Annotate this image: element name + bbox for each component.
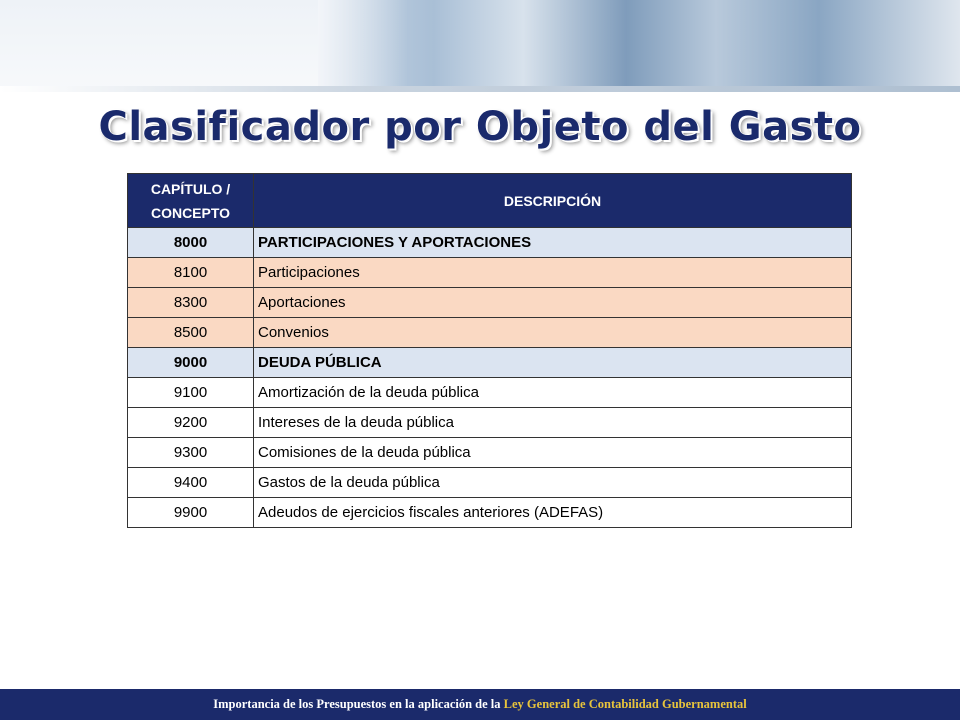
header-code: CAPÍTULO / CONCEPTO: [128, 174, 254, 228]
page-title: Clasificador por Objeto del Gasto: [98, 104, 862, 150]
footer-highlight: Ley General de Contabilidad Gubernamental: [503, 697, 747, 711]
row-description: Aportaciones: [254, 288, 852, 318]
header-description: DESCRIPCIÓN: [254, 174, 852, 228]
row-description: DEUDA PÚBLICA: [254, 348, 852, 378]
banner-image: [318, 0, 960, 92]
row-description: PARTICIPACIONES Y APORTACIONES: [254, 228, 852, 258]
banner-fade: [318, 0, 408, 92]
table-row: [128, 318, 852, 348]
table-row: [128, 378, 852, 408]
banner-divider: [0, 86, 960, 92]
row-description: Intereses de la deuda pública: [254, 408, 852, 438]
row-description: Gastos de la deuda pública: [254, 468, 852, 498]
table-row: [128, 258, 852, 288]
table-row: [128, 438, 852, 468]
table-row: [128, 228, 852, 258]
row-code: 9200: [128, 408, 254, 438]
table-row: [128, 348, 852, 378]
row-code: 8100: [128, 258, 254, 288]
table-header-row: [128, 174, 852, 228]
row-description: Convenios: [254, 318, 852, 348]
table-row: [128, 288, 852, 318]
row-code: 8500: [128, 318, 254, 348]
footer-text: Importancia de los Presupuestos en la aplicación de la: [213, 697, 501, 711]
table-row: [128, 408, 852, 438]
row-code: 8000: [128, 228, 254, 258]
row-code: 9000: [128, 348, 254, 378]
row-code: 9400: [128, 468, 254, 498]
row-description: Amortización de la deuda pública: [254, 378, 852, 408]
row-code: 9300: [128, 438, 254, 468]
row-description: Comisiones de la deuda pública: [254, 438, 852, 468]
row-code: 8300: [128, 288, 254, 318]
table-row: [128, 498, 852, 528]
header-banner: [0, 0, 960, 92]
table-row: [128, 468, 852, 498]
row-description: Participaciones: [254, 258, 852, 288]
row-code: 9900: [128, 498, 254, 528]
row-description: Adeudos de ejercicios fiscales anteriores (ADEFAS): [254, 498, 852, 528]
row-code: 9100: [128, 378, 254, 408]
footer-bar: [0, 689, 960, 720]
expense-classifier-table: [127, 173, 852, 528]
